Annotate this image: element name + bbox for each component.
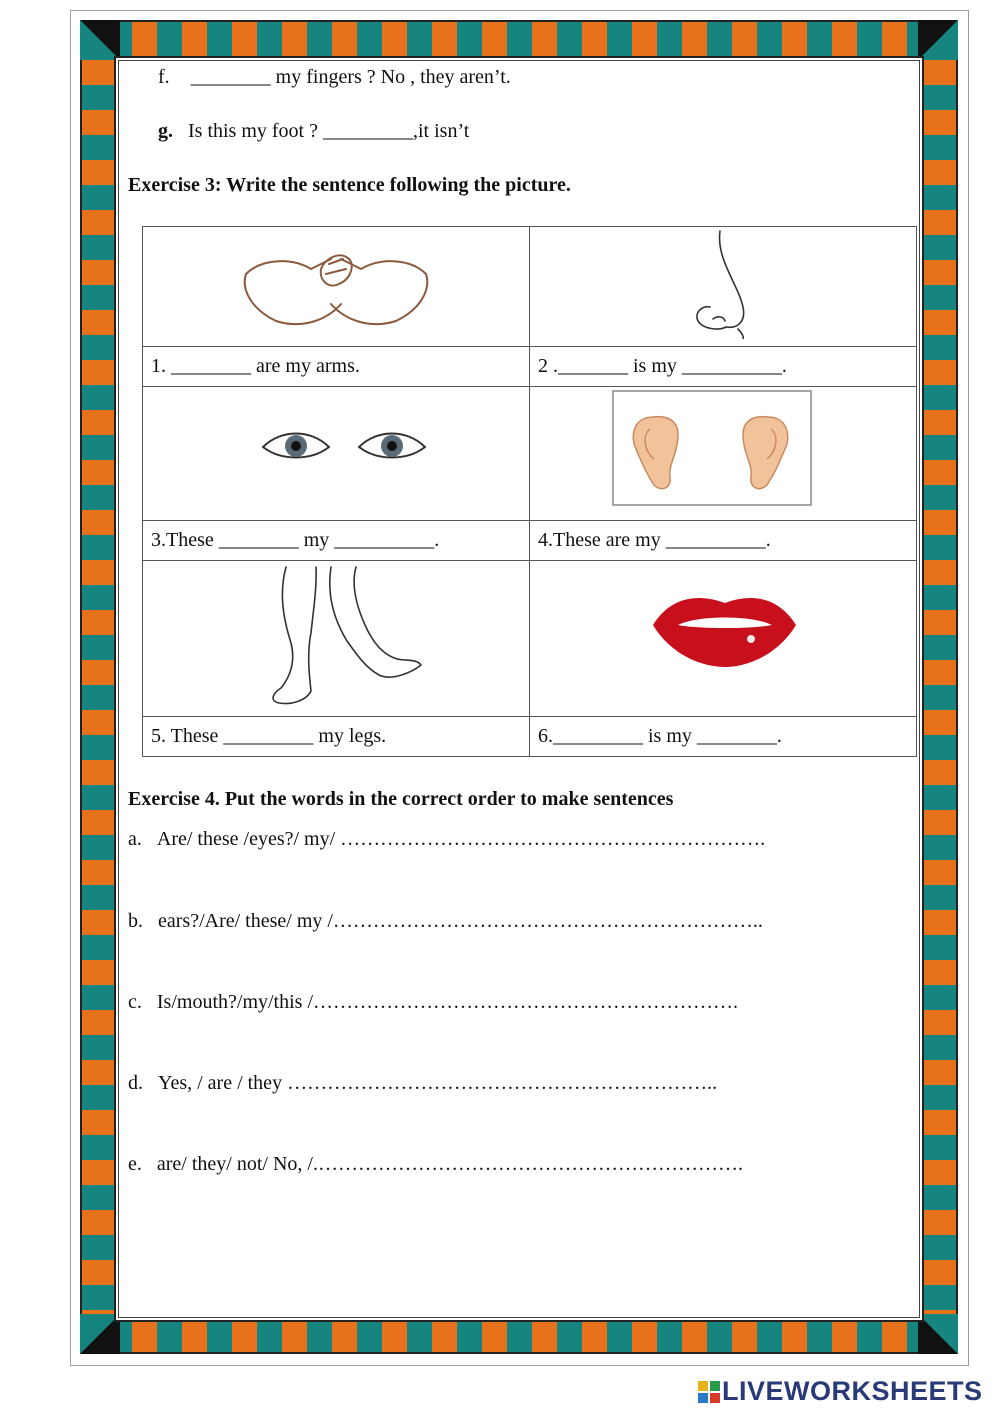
item-text: are/ they/ not/ No, /.………………………………………………………. (156, 1153, 743, 1175)
corner-ornament-bottom-right (918, 1314, 958, 1354)
corner-ornament-top-right (918, 20, 958, 60)
liveworksheets-logo-text: LIVEWORKSHEETS (722, 1376, 983, 1406)
corner-ornament-top-left (80, 20, 120, 60)
mouth-icon (538, 563, 908, 709)
exercise4-item-e (128, 1153, 743, 1176)
exercise2-item-f (158, 66, 511, 89)
picture-cell-mouth (530, 561, 917, 717)
picture-cell-ears (530, 387, 917, 521)
item-letter: d. (128, 1072, 143, 1094)
eyes-icon (151, 389, 521, 513)
item-letter: c. (128, 991, 142, 1013)
exercise4-item-a (128, 828, 765, 851)
ears-icon (538, 389, 908, 513)
item-text: ears?/Are/ these/ my /……………………………………………………….. (158, 910, 763, 932)
sentence-cell-2: 2 ._______ is my __________. (530, 347, 917, 387)
item-text: Is/mouth?/my/this /………………………………………………………. (156, 991, 739, 1013)
picture-cell-arms (143, 227, 530, 347)
nose-icon (538, 229, 908, 339)
sentence-cell-6: 6._________ is my ________. (530, 717, 917, 757)
arms-icon (151, 229, 521, 339)
item-text: Are/ these /eyes?/ my/ ………………………………………………………. (156, 828, 766, 850)
item-text: ________ my fingers ? No , they aren’t. (190, 66, 511, 88)
liveworksheets-logo[interactable] (698, 1376, 983, 1407)
exercise2-item-g (158, 120, 469, 143)
item-text: Yes, / are / they ……………………………………………………….. (158, 1072, 718, 1094)
item-letter: g. (158, 120, 173, 142)
exercise4-title: Exercise 4. Put the words in the correct order to make sentences (128, 788, 674, 810)
picture-cell-eyes (143, 387, 530, 521)
sentence-cell-4: 4.These are my __________. (530, 521, 917, 561)
picture-cell-legs (143, 561, 530, 717)
item-letter: f. (158, 66, 170, 88)
exercise3-picture-table (142, 226, 917, 757)
exercise4-item-c (128, 991, 738, 1014)
item-letter: b. (128, 910, 143, 932)
item-letter: a. (128, 828, 142, 850)
exercise3-title: Exercise 3: Write the sentence following the picture. (128, 174, 571, 196)
exercise4-item-b (128, 910, 763, 933)
item-letter: e. (128, 1153, 142, 1175)
picture-cell-nose (530, 227, 917, 347)
sentence-cell-5: 5. These _________ my legs. (143, 717, 530, 757)
legs-icon (151, 563, 521, 709)
exercise4-item-d (128, 1072, 717, 1095)
liveworksheets-logo-icon (698, 1381, 720, 1403)
sentence-cell-3: 3.These ________ my __________. (143, 521, 530, 561)
sentence-cell-1: 1. ________ are my arms. (143, 347, 530, 387)
item-text: Is this my foot ? _________,it isn’t (188, 120, 470, 142)
